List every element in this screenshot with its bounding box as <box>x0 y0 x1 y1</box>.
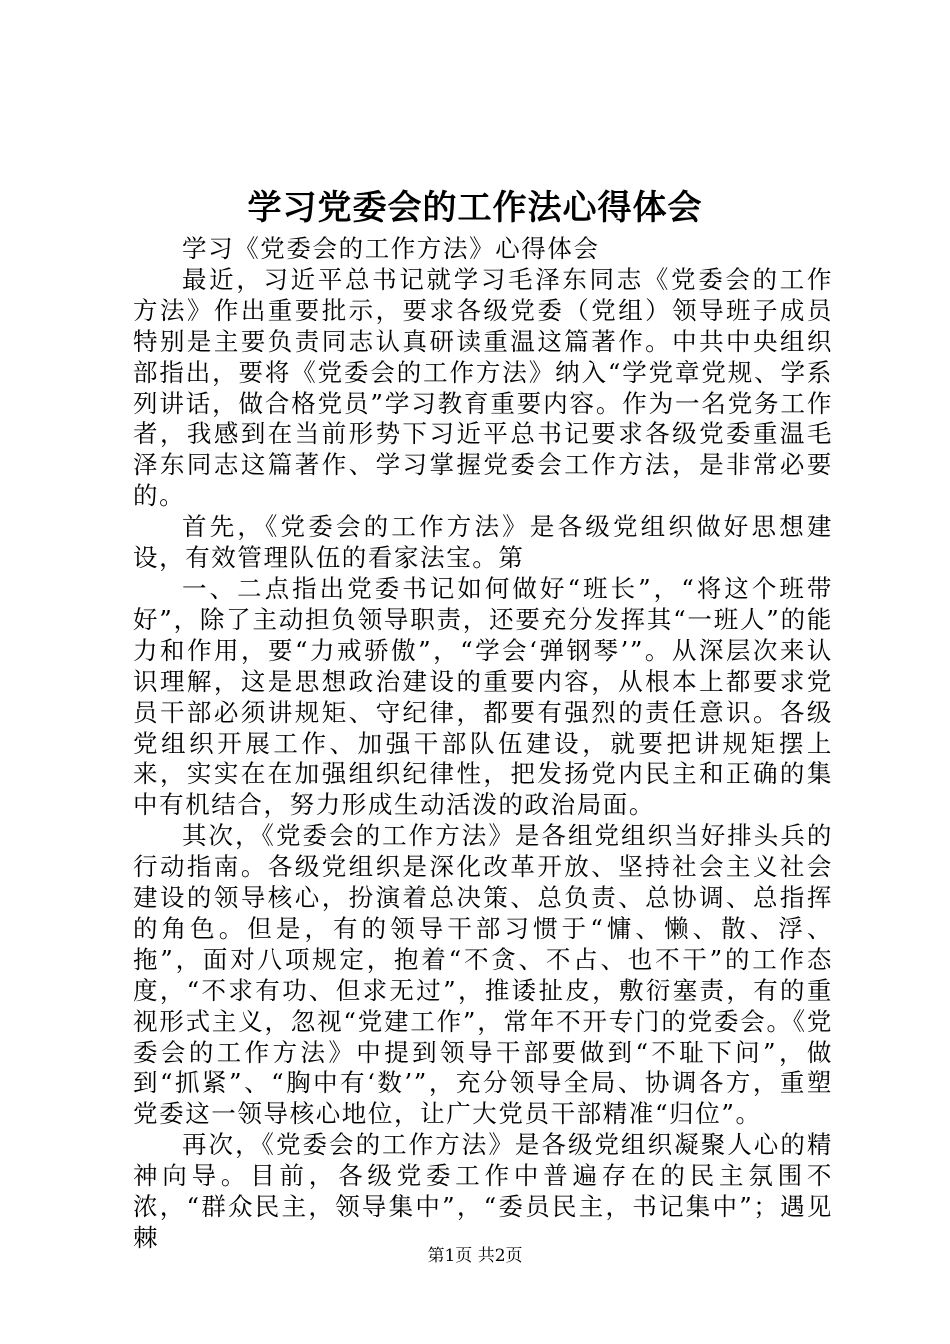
document-body <box>133 234 833 1254</box>
paragraph: 再次，《党委会的工作方法》是各级党组织凝聚人心的精神向导。目前，各级党委工作中普遍存在的民主氛围不浓，“群众民主，领导集中”，“委员民主，书记集中”；遇见棘 <box>133 1130 833 1252</box>
page-number-footer: 第1页 共2页 <box>427 1246 523 1266</box>
paragraph-subtitle: 学习《党委会的工作方法》心得体会 <box>182 234 600 263</box>
paragraph: 首先，《党委会的工作方法》是各级党组织做好思想建设，有效管理队伍的看家法宝。第 <box>133 512 833 573</box>
document-title: 学习党委会的工作法心得体会 <box>247 188 703 228</box>
paragraph: 其次，《党委会的工作方法》是各组党组织当好排头兵的行动指南。各级党组织是深化改革开放、坚持社会主义社会建设的领导核心，扮演着总决策、总负责、总协调、总指挥的角色。但是，有的领导干部习惯于“慵、懒、散、浮、拖”，面对八项规定，抱着“不贪、不占、也不干”的工作态度，“不求有功、但求无过”，推诿扯皮，敷衍塞责，有的重视形式主义，忽视“党建工作”，常年不开专门的党委会。《党委会的工作方法》中提到领导干部要做到“不耻下问”，做到“抓紧”、“胸中有‘数’”，充分领导全局、协调各方，重塑党委这一领导核心地位，让广大党员干部精准“归位”。 <box>133 821 833 1129</box>
paragraph: 一、二点指出党委书记如何做好“班长”，“将这个班带好”，除了主动担负领导职责，还要充分发挥其“一班人”的能力和作用，要“力戒骄傲”，“学会‘弹钢琴’”。从深层次来认识理解，这是思想政治建设的重要内容，从根本上都要求党员干部必须讲规矩、守纪律，都要有强烈的责任意识。各级党组织开展工作、加强干部队伍建设，就要把讲规矩摆上来，实实在在加强组织纪律性，把发扬党内民主和正确的集中有机结合，努力形成生动活泼的政治局面。 <box>133 573 833 820</box>
paragraph: 最近，习近平总书记就学习毛泽东同志《党委会的工作方法》作出重要批示，要求各级党委（党组）领导班子成员特别是主要负责同志认真研读重温这篇著作。中共中央组织部指出，要将《党委会的工作方法》纳入“学党章党规、学系列讲话，做合格党员”学习教育重要内容。作为一名党务工作者，我感到在当前形势下习近平总书记要求各级党委重温毛泽东同志这篇著作、学习掌握党委会工作方法，是非常必要的。 <box>133 264 833 511</box>
